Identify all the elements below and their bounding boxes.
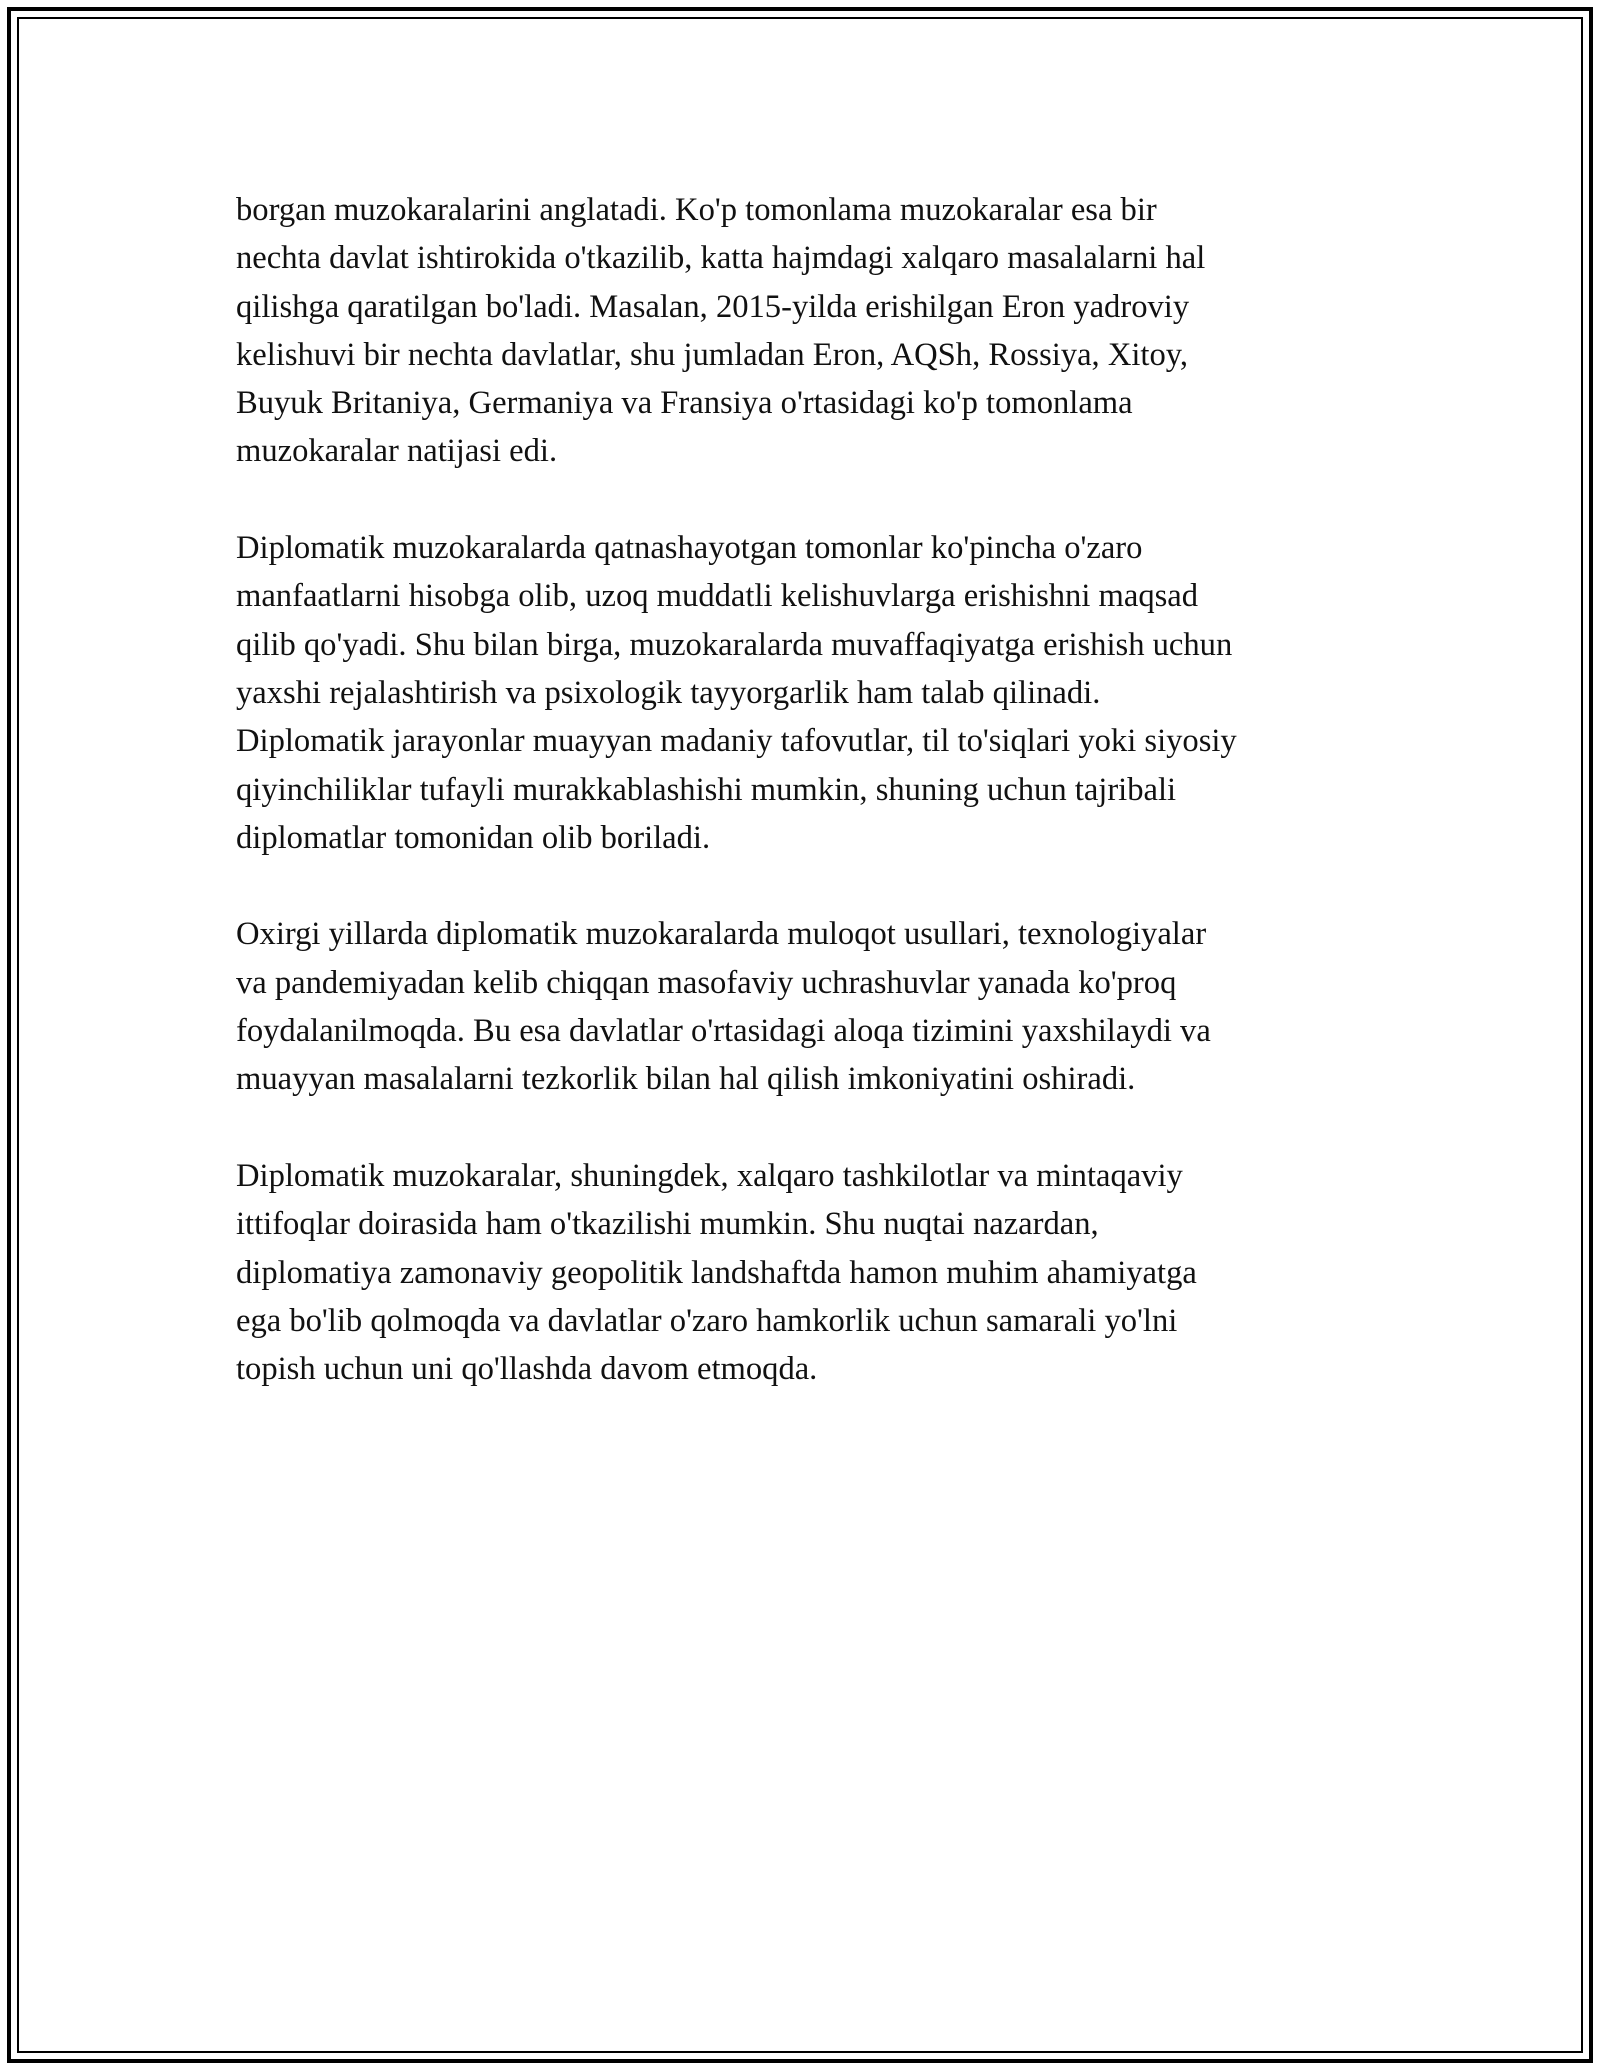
text-line: topish uchun uni qo'llashda davom etmoqda. <box>236 1351 818 1388</box>
text-line: manfaatlarni hisobga olib, uzoq muddatli kelishuvlarga erishishni maqsad <box>236 578 1199 615</box>
text-line: Diplomatik muzokaralarda qatnashayotgan tomonlar ko'pincha o'zaro <box>236 530 1143 567</box>
text-line: ega bo'lib qolmoqda va davlatlar o'zaro hamkorlik uchun samarali yo'lni <box>236 1302 1178 1339</box>
text-line: diplomatiya zamonaviy geopolitik landshaftda hamon muhim ahamiyatga <box>236 1254 1197 1291</box>
text-line: diplomatlar tomonidan olib boriladi. <box>236 819 711 856</box>
text-line: kelishuvi bir nechta davlatlar, shu jumladan Eron, AQSh, Rossiya, Xitoy, <box>236 336 1189 373</box>
document-body <box>236 186 1386 1442</box>
paragraph <box>236 1152 1386 1393</box>
paragraph <box>236 524 1386 862</box>
text-line: foydalanilmoqda. Bu esa davlatlar o'rtasidagi aloqa tizimini yaxshilaydi va <box>236 1013 1211 1050</box>
text-line: ittifoqlar doirasida ham o'tkazilishi mumkin. Shu nuqtai nazardan, <box>236 1206 1099 1243</box>
text-line: qiyinchiliklar tufayli murakkablashishi mumkin, shuning uchun tajribali <box>236 771 1177 808</box>
text-line: borgan muzokaralarini anglatadi. Ko'p tomonlama muzokaralar esa bir <box>236 192 1157 228</box>
text-line: Buyuk Britaniya, Germaniya va Fransiya o'rtasidagi ko'p tomonlama <box>236 385 1133 422</box>
paragraph <box>236 186 1386 476</box>
text-line: Diplomatik jarayonlar muayyan madaniy tafovutlar, til to'siqlari yoki siyosiy <box>236 723 1237 760</box>
paragraph <box>236 910 1386 1103</box>
text-line: Oxirgi yillarda diplomatik muzokaralarda muloqot usullari, texnologiyalar <box>236 916 1207 953</box>
text-line: va pandemiyadan kelib chiqqan masofaviy uchrashuvlar yanada ko'proq <box>236 964 1177 1001</box>
text-line: nechta davlat ishtirokida o'tkazilib, katta hajmdagi xalqaro masalalarni hal <box>236 240 1206 277</box>
text-line: muzokaralar natijasi edi. <box>236 433 558 470</box>
text-line: Diplomatik muzokaralar, shuningdek, xalqaro tashkilotlar va mintaqaviy <box>236 1157 1183 1194</box>
text-line: qilishga qaratilgan bo'ladi. Masalan, 2015-yilda erishilgan Eron yadroviy <box>236 288 1190 325</box>
text-line: qilib qo'yadi. Shu bilan birga, muzokaralarda muvaffaqiyatga erishish uchun <box>236 626 1233 663</box>
text-line: yaxshi rejalashtirish va psixologik tayyorgarlik ham talab qilinadi. <box>236 674 1101 711</box>
text-line: muayyan masalalarni tezkorlik bilan hal qilish imkoniyatini oshiradi. <box>236 1061 1136 1098</box>
